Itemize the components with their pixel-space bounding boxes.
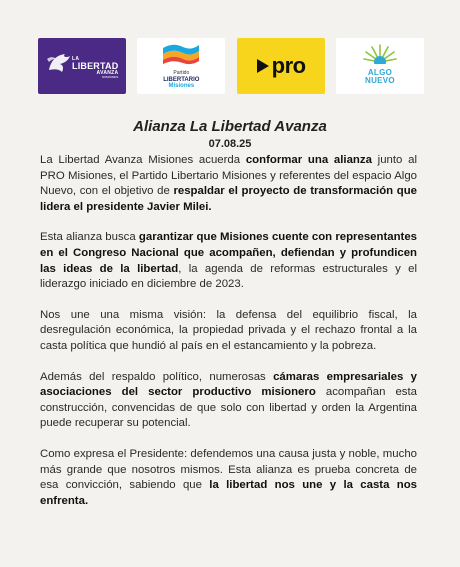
play-arrow-icon [256,58,270,74]
pl-mark [137,42,225,90]
text-segment: Esta alianza busca [40,231,139,244]
bold-text: respaldar el proyecto de transformación que lidera el presidente Javier Milei. [40,185,417,213]
document-date: 07.08.25 [208,138,252,150]
text-segment: Nos une una misma visión: la defensa del equilibrio fiscal, la desregulación económica, la propiedad privada y el rechazo frontal a la casta política que hundió al país en el estancamiento y la pobreza. [40,308,417,352]
paragraph-3 [40,308,417,355]
partido-libertario-logo [137,38,225,94]
paragraph-2 [40,230,417,292]
text-segment: La Libertad Avanza Misiones acuerda [40,154,246,166]
lla-line2: LIBERTAD [72,61,119,71]
text-segment: Como expresa el Presidente: defendemos una causa justa y noble, mucho más grande que nosotros mismos. Esta alianza es prueba concreta de esa convicción, sabiendo que [40,447,417,492]
bold-text: garantizar que Misiones cuente con representantes en el Congreso Nacional que acompañen, defiendan y profundicen las ideas de la libertad [40,231,417,275]
text-segment: acompañan esta construcción, convencidas de que solo con libertad y orden la Argentina puede recuperar su potencial. [40,386,418,430]
paragraph-4 [40,370,417,432]
lla-line3: AVANZA [96,70,119,76]
pro-mark [256,53,306,79]
logo-row [38,38,424,94]
paragraph-5 [40,447,417,509]
lla-wordmark [72,57,118,79]
text-segment: , la agenda de reformas estructurales y el liderazgo iniciado en diciembre de 2023. [40,262,417,291]
an-mark [336,42,424,86]
pro-logo [237,38,325,94]
bold-text: la libertad nos une y la casta nos enfrenta. [40,479,417,507]
an-line1: ALGO [367,68,393,77]
pl-line3: Misiones [168,83,195,90]
algo-nuevo-logo [336,38,424,94]
sunrise-icon [362,42,398,64]
la-libertad-avanza-logo [38,38,126,94]
pl-line1: Partido [173,70,190,76]
lla-line1: LA [72,56,80,62]
wave-flag-icon [161,42,201,66]
document-title: Alianza La Libertad Avanza [133,118,327,135]
pl-line2: LIBERTARIO [163,76,200,83]
text-segment: Además del respaldo político, numerosas [40,370,274,383]
bold-text: cámaras empresariales y asociaciones del sector productivo misionero [40,370,417,399]
bold-text: conformar una alianza [245,154,372,166]
lla-line4: MISIONES [102,75,119,79]
an-line2: NUEVO [365,76,395,86]
lion-icon [45,50,73,76]
document-body [40,153,417,524]
paragraph-1 [40,153,417,215]
pro-wordmark: pro [271,53,306,78]
text-segment: junto al PRO Misiones, el Partido Libertario Misiones y referentes del espacio Algo Nuevo, con el objetivo de [40,154,417,198]
